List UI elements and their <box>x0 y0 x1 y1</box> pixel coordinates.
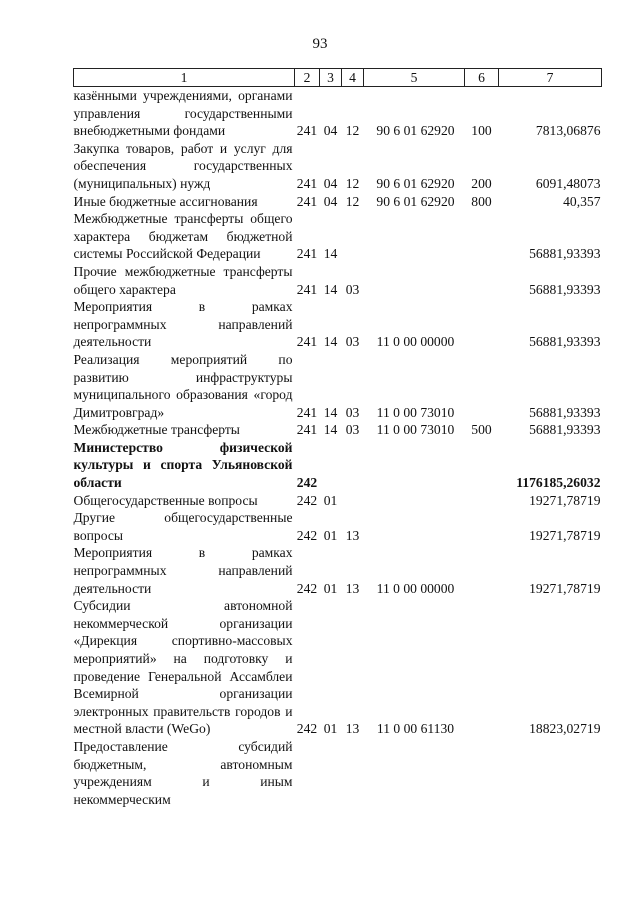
expense-type-code <box>465 351 499 421</box>
ministry-code: 242 <box>296 527 318 543</box>
column-header: 3 <box>320 69 342 87</box>
target-article-code: 11 0 00 00000 <box>376 580 455 596</box>
section-code: 01 <box>323 492 338 508</box>
ministry-code: 241 <box>296 193 318 209</box>
subsection-code: 03 <box>345 404 360 420</box>
subsection-code: 03 <box>345 422 360 438</box>
subsection-code: 03 <box>345 334 360 350</box>
ministry-code: 241 <box>296 123 318 139</box>
subsection-code: 13 <box>345 721 360 737</box>
page-number: 93 <box>312 36 328 52</box>
expense-type-code <box>465 509 499 544</box>
item-name: Министерство физической культуры и спорта Ульяновской области <box>73 439 293 491</box>
section-code: 01 <box>323 580 338 596</box>
subsection-code: 12 <box>345 193 360 209</box>
section-code: 01 <box>323 527 338 543</box>
amount: 56881,93393 <box>529 404 601 420</box>
target-article-code <box>364 263 465 298</box>
section-code: 14 <box>323 422 338 438</box>
expense-type-code <box>465 263 499 298</box>
target-article-code: 11 0 00 73010 <box>376 422 455 438</box>
section-code: 04 <box>323 175 338 191</box>
subsection-code: 13 <box>345 527 360 543</box>
item-name: Реализация мероприятий по развитию инфраструктуры муниципального образования «город Димитровград» <box>73 351 293 420</box>
amount: 7813,06876 <box>535 123 601 139</box>
column-header: 7 <box>499 69 602 87</box>
target-article-code: 11 0 00 73010 <box>376 404 455 420</box>
expense-type-code: 800 <box>471 193 492 209</box>
subsection-code: 12 <box>345 123 360 139</box>
amount: 6091,48073 <box>535 175 601 191</box>
section-code: 04 <box>323 193 338 209</box>
ministry-code: 242 <box>296 580 318 596</box>
target-article-code <box>364 439 465 492</box>
ministry-code: 241 <box>296 404 318 420</box>
target-article-code <box>364 492 465 510</box>
expense-type-code: 200 <box>471 175 492 191</box>
item-name: Прочие межбюджетные трансферты общего характера <box>73 263 293 297</box>
ministry-code: 241 <box>296 175 318 191</box>
item-name: Межбюджетные трансферты общего характера бюджетам бюджетной системы Российской Федерации <box>73 211 293 262</box>
ministry-code <box>295 738 320 808</box>
ministry-code: 241 <box>296 334 318 350</box>
column-header: 4 <box>342 69 364 87</box>
amount: 56881,93393 <box>529 334 601 350</box>
expense-type-code <box>465 544 499 597</box>
section-code: 04 <box>323 123 338 139</box>
table-row <box>74 210 602 263</box>
item-name: Межбюджетные трансферты <box>73 422 240 438</box>
target-article-code: 90 6 01 62920 <box>376 193 455 209</box>
amount: 56881,93393 <box>529 246 601 262</box>
item-name: Субсидии автономной некоммерческой организации «Дирекция спортивно-массовых мероприятий» на подготовку и проведение Генеральной Ассамблеи Всемирной организации электронных правительств городов и местной власти (WeGo) <box>73 598 293 737</box>
table-row <box>74 492 602 510</box>
amount: 40,357 <box>563 193 601 209</box>
amount: 19271,78719 <box>529 580 601 596</box>
item-name: Иные бюджетные ассигнования <box>73 193 258 209</box>
section-code: 14 <box>323 334 338 350</box>
table-row <box>74 439 602 492</box>
table-header-row <box>74 69 602 87</box>
amount <box>499 738 602 808</box>
table-row <box>74 351 602 421</box>
target-article-code: 90 6 01 62920 <box>376 175 455 191</box>
expense-type-code: 100 <box>471 123 492 139</box>
table-row <box>74 140 602 193</box>
column-header: 2 <box>295 69 320 87</box>
ministry-code: 241 <box>296 281 318 297</box>
table-row <box>74 193 602 211</box>
table-row <box>74 544 602 597</box>
expense-type-code <box>465 439 499 492</box>
table-row <box>74 87 602 140</box>
item-name: Закупка товаров, работ и услуг для обеспечения государственных (муниципальных) нужд <box>73 140 293 191</box>
item-name: казёнными учреждениями, органами управления государственными внебюджетными фондами <box>73 88 293 139</box>
target-article-code <box>364 738 465 808</box>
ministry-code: 242 <box>296 475 318 491</box>
section-code <box>320 738 342 808</box>
table-row <box>74 738 602 808</box>
subsection-code: 12 <box>345 175 360 191</box>
target-article-code: 11 0 00 61130 <box>376 721 455 737</box>
table-row <box>74 421 602 439</box>
section-code: 14 <box>323 404 338 420</box>
expense-type-code <box>465 492 499 510</box>
section-code: 14 <box>323 246 338 262</box>
table-row <box>74 509 602 544</box>
expense-type-code <box>465 738 499 808</box>
amount: 56881,93393 <box>529 422 601 438</box>
ministry-code: 241 <box>296 422 318 438</box>
amount: 19271,78719 <box>529 492 601 508</box>
subsection-code <box>342 439 364 492</box>
section-code: 14 <box>323 281 338 297</box>
item-name: Мероприятия в рамках непрограммных направлений деятельности <box>73 299 293 350</box>
item-name: Предоставление субсидий бюджетным, автономным учреждениям и иным некоммерческим <box>73 738 293 807</box>
column-header: 6 <box>465 69 499 87</box>
expense-type-code <box>465 298 499 351</box>
budget-table <box>73 68 602 808</box>
expense-type-code <box>465 210 499 263</box>
target-article-code: 11 0 00 00000 <box>376 334 455 350</box>
column-header: 1 <box>74 69 295 87</box>
item-name: Другие общегосударственные вопросы <box>73 510 293 543</box>
expense-type-code: 500 <box>471 422 492 438</box>
ministry-code: 242 <box>296 492 318 508</box>
expense-type-code <box>465 597 499 738</box>
subsection-code <box>342 738 364 808</box>
target-article-code <box>364 509 465 544</box>
amount: 1176185,26032 <box>516 475 601 491</box>
item-name: Мероприятия в рамках непрограммных направлений деятельности <box>73 545 293 596</box>
subsection-code <box>342 210 364 263</box>
subsection-code: 03 <box>345 281 360 297</box>
ministry-code: 241 <box>296 246 318 262</box>
subsection-code: 13 <box>345 580 360 596</box>
table-row <box>74 298 602 351</box>
column-header: 5 <box>364 69 465 87</box>
ministry-code: 242 <box>296 721 318 737</box>
table-row <box>74 597 602 738</box>
subsection-code <box>342 492 364 510</box>
section-code <box>320 439 342 492</box>
target-article-code <box>364 210 465 263</box>
item-name: Общегосударственные вопросы <box>73 492 258 508</box>
amount: 18823,02719 <box>529 721 601 737</box>
table-row <box>74 263 602 298</box>
section-code: 01 <box>323 721 338 737</box>
target-article-code: 90 6 01 62920 <box>376 123 455 139</box>
amount: 19271,78719 <box>529 527 601 543</box>
amount: 56881,93393 <box>529 281 601 297</box>
